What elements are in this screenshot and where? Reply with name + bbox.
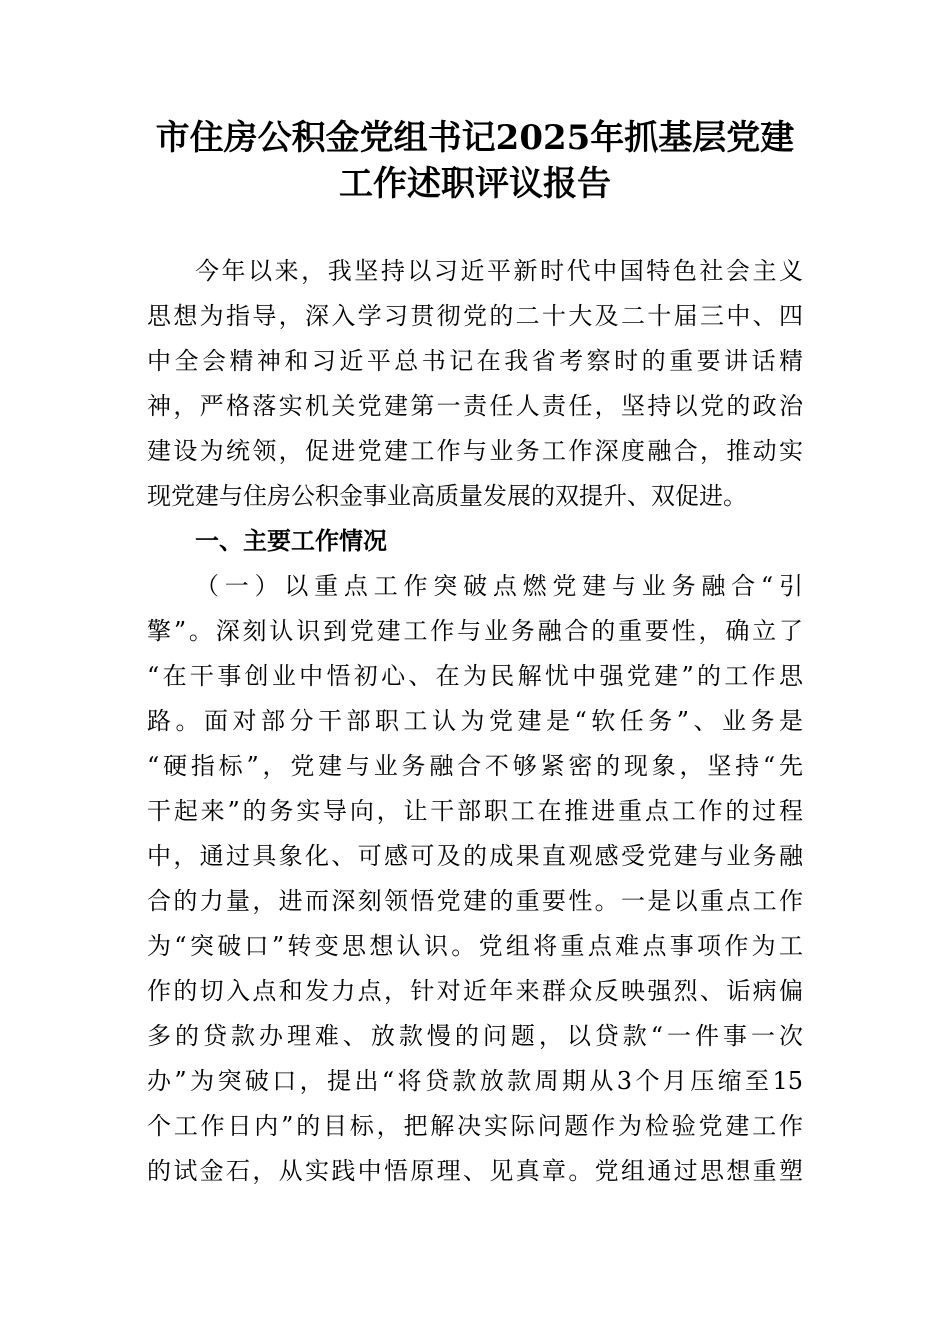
section-paragraph-line: 合的力量，进而深刻领悟党建的重要性。一是以重点工作: [147, 887, 803, 915]
section-heading: 一、主要工作情况: [195, 527, 387, 555]
section-paragraph-line: 为“突破口”转变思想认识。党组将重点难点事项作为工: [147, 932, 803, 960]
document-title-line-2: 工作述职评议报告: [339, 164, 611, 204]
intro-paragraph-line: 现党建与住房公积金事业高质量发展的双提升、双促进。: [147, 482, 747, 510]
section-paragraph-line: 擎”。深刻认识到党建工作与业务融合的重要性，确立了: [147, 617, 803, 645]
section-paragraph-line: 多的贷款办理难、放款慢的问题，以贷款“一件事一次: [147, 1022, 803, 1050]
section-paragraph-line: 干起来”的务实导向，让干部职工在推进重点工作的过程: [147, 797, 803, 825]
section-paragraph-line: “在干事创业中悟初心、在为民解忧中强党建”的工作思: [147, 662, 803, 690]
intro-paragraph-line: 中全会精神和习近平总书记在我省考察时的重要讲话精: [147, 347, 803, 375]
intro-paragraph-line: 神，严格落实机关党建第一责任人责任，坚持以党的政治: [147, 392, 803, 420]
document-title-line-1: 市住房公积金党组书记2025年抓基层党建: [155, 118, 795, 158]
intro-paragraph-line: 建设为统领，促进党建工作与业务工作深度融合，推动实: [147, 437, 803, 465]
section-paragraph-line: 的试金石，从实践中悟原理、见真章。党组通过思想重塑: [147, 1157, 803, 1185]
intro-paragraph-line: 思想为指导，深入学习贯彻党的二十大及二十届三中、四: [147, 302, 803, 330]
section-paragraph-line: 个工作日内”的目标，把解决实际问题作为检验党建工作: [147, 1112, 803, 1140]
section-paragraph-line: “硬指标”，党建与业务融合不够紧密的现象，坚持“先: [147, 752, 803, 780]
section-paragraph-line: 中，通过具象化、可感可及的成果直观感受党建与业务融: [147, 842, 803, 870]
section-paragraph-line: 路。面对部分干部职工认为党建是“软任务”、业务是: [147, 707, 803, 735]
section-paragraph-line: （一）以重点工作突破点燃党建与业务融合“引: [195, 572, 803, 600]
section-paragraph-line: 作的切入点和发力点，针对近年来群众反映强烈、诟病偏: [147, 977, 803, 1005]
intro-paragraph-line: 今年以来，我坚持以习近平新时代中国特色社会主义: [195, 257, 803, 285]
section-paragraph-line: 办”为突破口，提出“将贷款放款周期从3个月压缩至15: [147, 1067, 803, 1095]
